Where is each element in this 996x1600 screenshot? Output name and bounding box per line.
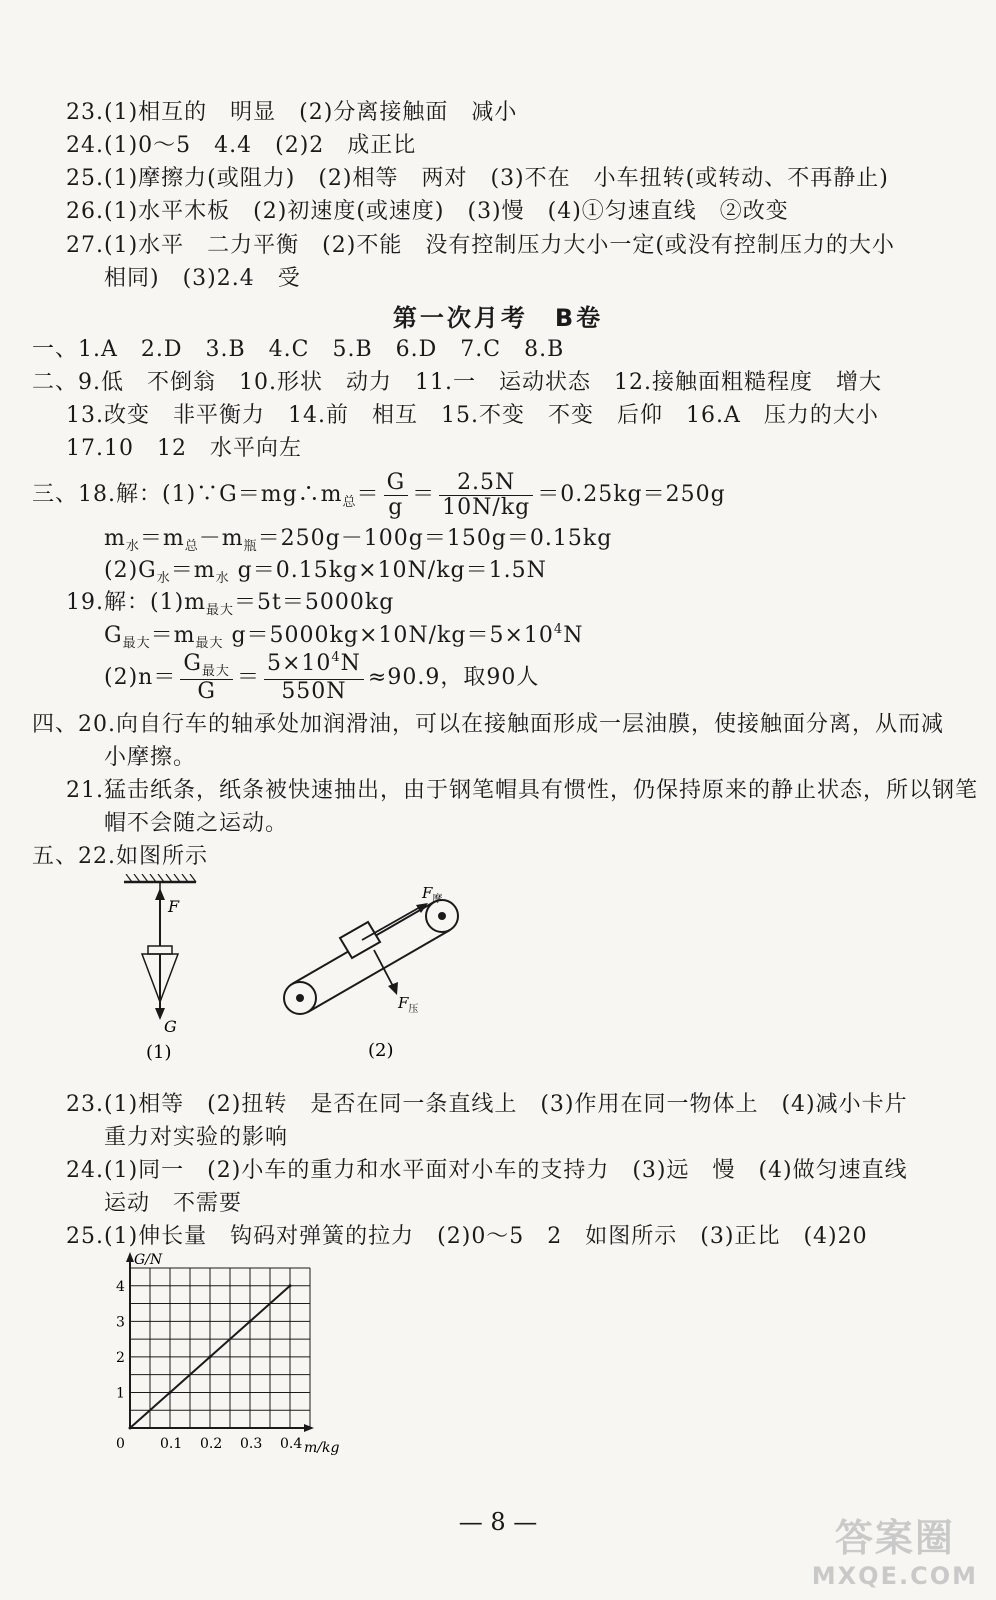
q19-frac2-num-tail: N	[340, 651, 361, 676]
answer-line-b25: 25.(1)伸长量 钩码对弹簧的拉力 (2)0～5 2 如图所示 (3)正比 (4)20	[66, 1224, 868, 1249]
force-g-label: G	[164, 1017, 177, 1036]
q18-l3-b: ＝m	[170, 558, 216, 583]
q18-prefix-sub: 总	[342, 495, 357, 510]
friction-sub: 摩	[432, 894, 443, 905]
answer-line-27-cont: 相同) (3)2.4 受	[104, 266, 301, 291]
q19-l1-a-sub: 最大	[206, 603, 235, 618]
force-f-arrowhead	[155, 888, 165, 900]
data-point	[289, 1284, 292, 1287]
answer-line-b24-cont: 运动 不需要	[104, 1191, 243, 1216]
q19-fraction-1	[180, 652, 233, 704]
q18-frac2-den: 10N/kg	[442, 494, 531, 520]
q18-line-2	[104, 524, 612, 557]
pressure-f: F	[398, 994, 409, 1012]
answer-line-choice: 一、1.A 2.D 3.B 4.C 5.B 6.D 7.C 8.B	[32, 337, 565, 362]
q19-l2-a: G	[104, 623, 123, 648]
answer-line-20: 四、20.向自行车的轴承处加润滑油，可以在接触面形成一层油膜，使接触面分离，从而减	[32, 712, 944, 737]
q19-frac1-num-sub: 最大	[201, 664, 230, 679]
q18-fraction-1	[384, 471, 409, 520]
x-axis-arrowhead	[304, 1424, 314, 1432]
answer-line-b23-cont: 重力对实验的影响	[104, 1125, 289, 1150]
y-tick-label: 4	[116, 1278, 125, 1295]
q18-suffix: ＝0.25kg＝250g	[537, 482, 726, 507]
q19-l2-b: ＝m	[150, 623, 196, 648]
answer-line-fill-1: 二、9.低 不倒翁 10.形状 动力 11.一 运动状态 12.接触面粗糙程度 增大	[32, 370, 882, 395]
pulley-lower-axle	[296, 994, 304, 1002]
q19-frac1-num	[180, 652, 233, 680]
q18-l2-a-sub: 水	[125, 539, 140, 554]
watermark-line-2: MXQE.COM	[811, 1562, 978, 1590]
q18-frac2-num: 2.5N	[439, 471, 533, 496]
q18-line-1	[32, 470, 726, 523]
q19-frac2-den: 550N	[281, 679, 347, 704]
section-title: 第一次月考 B卷	[392, 304, 604, 332]
x-tick-label: 0.3	[240, 1436, 263, 1452]
g-m-graph	[96, 1250, 366, 1470]
y-axis-arrowhead	[126, 1252, 134, 1262]
q19-line-1	[66, 588, 394, 621]
answer-line-fill-2: 13.改变 非平衡力 14.前 相互 15.不变 不变 后仰 16.A 压力的大小	[66, 403, 879, 428]
friction-f: F	[422, 884, 433, 902]
q18-eq2: ＝	[412, 482, 436, 507]
pulley-upper-axle	[438, 912, 446, 920]
answer-line-b23: 23.(1)相等 (2)扭转 是否在同一条直线上 (3)作用在同一物体上 (4)减小卡片	[66, 1092, 908, 1117]
q18-fraction-2	[439, 471, 533, 520]
x-tick-label: 0.2	[200, 1436, 223, 1452]
q19-frac2-num	[264, 652, 364, 680]
pressure-sub: 压	[408, 1004, 419, 1015]
figure-2-caption: (2)	[368, 1040, 394, 1061]
x-tick-label: 0.4	[280, 1436, 303, 1452]
y-tick-label: 3	[116, 1314, 125, 1331]
q19-frac2-num-a: 5×10	[266, 651, 332, 676]
q19-l2-a-sub: 最大	[122, 636, 151, 651]
q19-l1-b: ＝5t＝5000kg	[234, 590, 395, 615]
q19-frac2-num-sup: 4	[331, 650, 341, 665]
q18-line-3	[104, 556, 547, 589]
q19-l2-d: N	[563, 623, 584, 648]
answer-line-24: 24.(1)0～5 4.4 (2)2 成正比	[66, 133, 417, 158]
answer-line-21-cont: 帽不会随之运动。	[104, 811, 289, 836]
answer-line-25: 25.(1)摩擦力(或阻力) (2)相等 两对 (3)不在 小车扭转(或转动、不再静止)	[66, 166, 889, 191]
answer-line-26: 26.(1)水平木板 (2)初速度(或速度) (3)慢 (4)①匀速直线 ②改变	[66, 199, 789, 224]
data-point	[129, 1427, 132, 1430]
q18-l2-d: ＝250g－100g＝150g＝0.15kg	[257, 526, 613, 551]
q18-l2-c: －m	[198, 526, 244, 551]
q18-frac1-num: G	[384, 471, 409, 496]
q18-l2-b-sub: 总	[184, 539, 199, 554]
q18-prefix: 三、18.解：(1)∵G＝mg∴m	[32, 482, 343, 507]
pressure-force-arrowhead	[388, 982, 398, 995]
pressure-force-label	[397, 994, 418, 1015]
y-axis-label: G/N	[134, 1252, 163, 1268]
q19-l2-c: g＝5000kg×10N/kg＝5×10	[223, 623, 554, 648]
q19-line-3	[104, 652, 539, 704]
q18-l3-b-sub: 水	[215, 571, 230, 586]
watermark-logo	[812, 1507, 978, 1590]
answer-line-22: 五、22.如图所示	[32, 844, 208, 869]
q19-frac1-den: G	[197, 679, 216, 704]
q19-l2-b-sub: 最大	[195, 636, 224, 651]
q19-l1-a: 19.解：(1)m	[66, 590, 207, 615]
y-tick-label: 2	[116, 1349, 125, 1366]
q18-l3-c: g＝0.15kg×10N/kg＝1.5N	[229, 558, 547, 583]
x-axis-label: m/kg	[304, 1440, 340, 1456]
q19-frac1-num-g: G	[183, 651, 202, 676]
figure-2-conveyor	[276, 876, 476, 1070]
page-number: — 8 —	[458, 1508, 538, 1536]
data-point	[249, 1320, 252, 1323]
q19-line-2	[104, 621, 583, 654]
y-tick-label: 1	[116, 1385, 125, 1402]
q18-frac1-den: g	[388, 494, 404, 520]
figure-1-hanging-weight	[118, 874, 218, 1070]
pressure-force-arrow	[374, 950, 394, 988]
q18-l2-a: m	[104, 526, 126, 551]
q18-l2-c-sub: 瓶	[243, 539, 258, 554]
answer-line-b24: 24.(1)同一 (2)小车的重力和水平面对小车的支持力 (3)远 慢 (4)做匀速直线	[66, 1158, 908, 1183]
cone-cap	[148, 946, 172, 954]
friction-force-arrow	[362, 906, 422, 940]
q18-l2-b: ＝m	[139, 526, 185, 551]
watermark-line-1: 答案圈	[834, 1516, 955, 1560]
q18-eq1: ＝	[356, 482, 380, 507]
q19-suffix: ≈90.9，取90人	[367, 665, 540, 690]
answer-line-20-cont: 小摩擦。	[104, 745, 197, 770]
q19-eq: ＝	[236, 665, 260, 690]
force-f-label: F	[168, 897, 180, 916]
x-tick-label: 0	[116, 1436, 125, 1452]
q18-l3-a-sub: 水	[156, 571, 171, 586]
q19-l2-sup: 4	[553, 622, 564, 637]
q18-l3-a: (2)G	[104, 558, 157, 583]
friction-force-label	[421, 884, 442, 905]
q19-l3-a: (2)n＝	[104, 665, 177, 690]
answer-line-fill-3: 17.10 12 水平向左	[66, 436, 302, 461]
answer-line-21: 21.猛击纸条，纸条被快速抽出，由于钢笔帽具有惯性，仍保持原来的静止状态，所以钢笔	[66, 778, 978, 803]
figure-1-caption: (1)	[146, 1042, 172, 1063]
answer-line-27: 27.(1)水平 二力平衡 (2)不能 没有控制压力大小一定(或没有控制压力的大小	[66, 233, 895, 258]
q19-fraction-2	[264, 652, 364, 704]
data-point	[169, 1391, 172, 1394]
data-point	[209, 1355, 212, 1358]
answer-line-23: 23.(1)相互的 明显 (2)分离接触面 减小	[66, 100, 518, 125]
x-tick-label: 0.1	[160, 1436, 183, 1452]
